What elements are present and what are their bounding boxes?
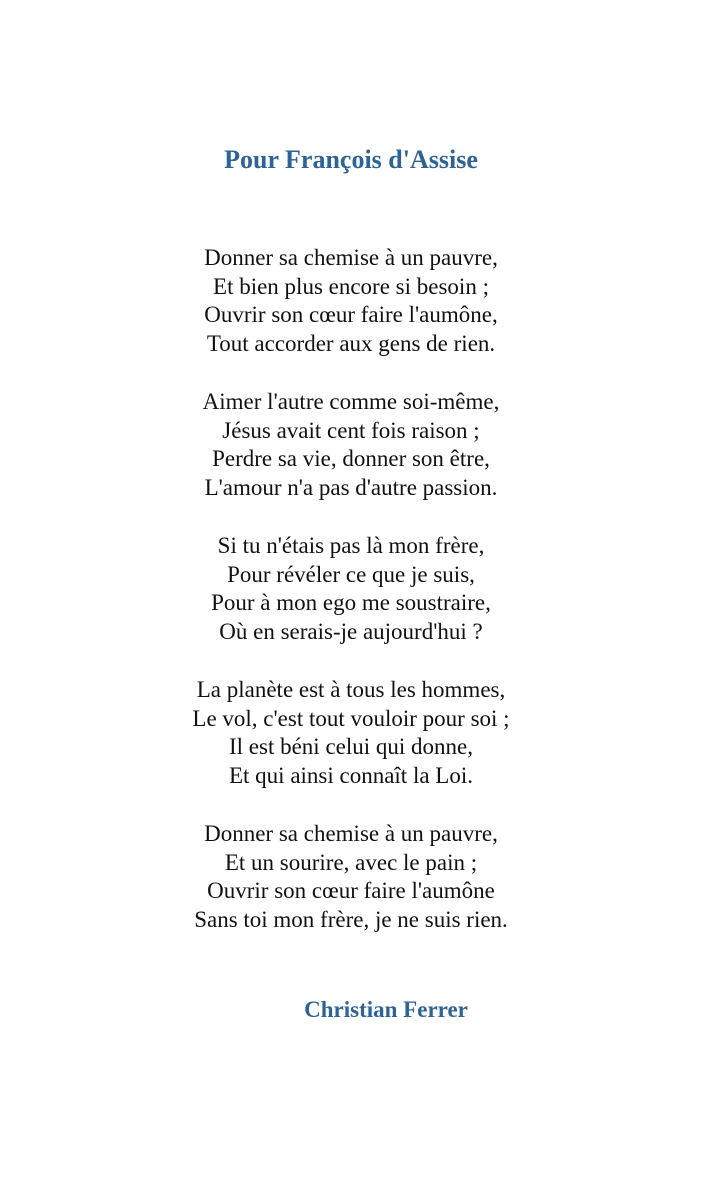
poem-line: L'amour n'a pas d'autre passion. [204,474,498,500]
poem-title: Pour François d'Assise [224,145,478,174]
poem-line: Ouvrir son cœur faire l'aumône [207,878,495,903]
poem-line: Jésus avait cent fois raison ; [222,417,480,443]
poem-line: Si tu n'étais pas là mon frère, [217,533,485,558]
poem-line: Donner sa chemise à un pauvre, [204,245,498,270]
poem-line: Pour à mon ego me soustraire, [211,590,491,615]
poem-line: Et bien plus encore si besoin ; [213,273,489,299]
stanza-4 [0,676,702,790]
poem-line: La planète est à tous les hommes, [196,677,506,702]
poem-line: Tout accorder aux gens de rien. [206,330,496,356]
poem-line: Pour révéler ce que je suis, [227,561,475,587]
stanza-2 [0,388,702,502]
poem-body [0,244,702,964]
poem-line: Donner sa chemise à un pauvre, [204,821,498,846]
poem-author: Christian Ferrer [304,997,468,1022]
poem-line: Aimer l'autre comme soi-même, [202,389,500,414]
stanza-5 [0,820,702,934]
stanza-3 [0,532,702,646]
poem-line: Et qui ainsi connaît la Loi. [228,762,473,788]
stanza-1 [0,244,702,358]
poem-line: Ouvrir son cœur faire l'aumône, [204,302,498,327]
poem-line: Perdre sa vie, donner son être, [212,446,490,471]
poem-line: Et un sourire, avec le pain ; [224,849,478,875]
poem-line: Le vol, c'est tout vouloir pour soi ; [192,705,510,731]
poem-line: Sans toi mon frère, je ne suis rien. [194,906,508,932]
poem-line: Où en serais-je aujourd'hui ? [219,618,483,644]
poem-line: Il est béni celui qui donne, [229,734,473,759]
